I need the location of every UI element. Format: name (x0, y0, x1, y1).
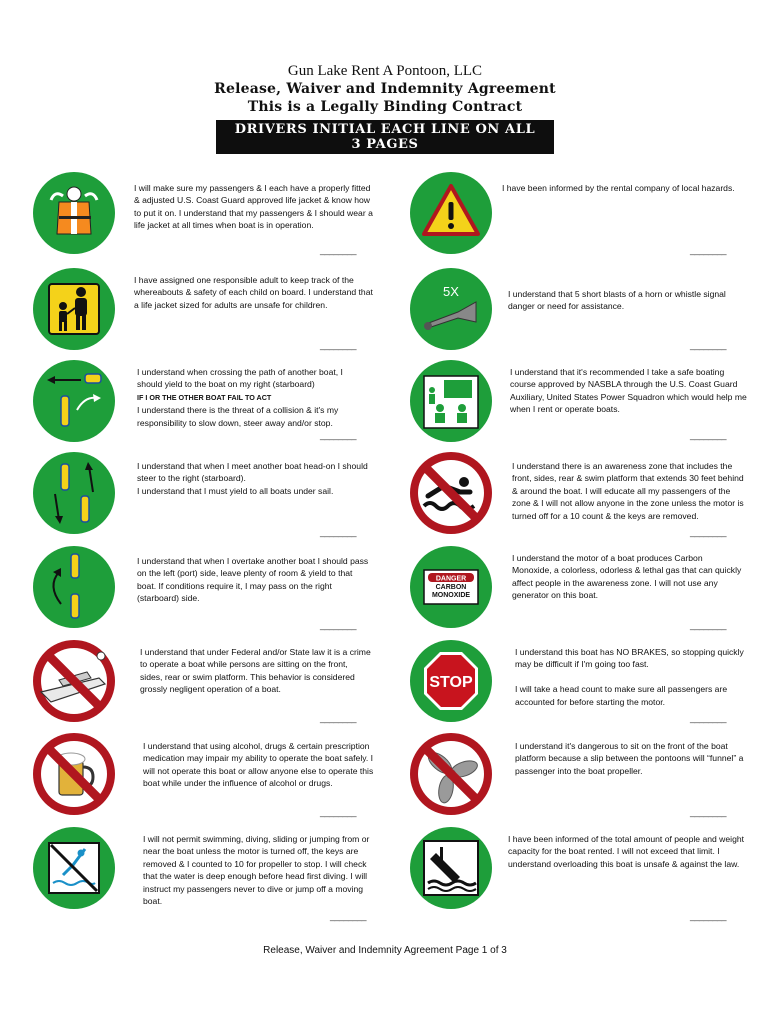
horn-icon (410, 268, 492, 350)
initial-line[interactable]: ________ (320, 527, 357, 537)
document-header (0, 62, 770, 154)
initial-line[interactable]: ________ (330, 911, 367, 921)
initial-line[interactable]: ________ (690, 911, 727, 921)
clause-text: I have assigned one responsible adult to keep track of the whereabouts & safety of each child on board. I understand that a life jacket sized for adults are unsafe for children. (134, 275, 373, 310)
agreement-subtitle: This is a Legally Binding Contract (247, 99, 523, 115)
no-propeller-icon (410, 733, 492, 815)
initial-line[interactable]: ________ (690, 430, 727, 440)
clause-text-more: I understand there is the threat of a collision & it's my responsibility to slow down, steer away and/or stop. (137, 405, 339, 428)
initial-line[interactable]: ________ (690, 340, 727, 350)
initial-line[interactable]: ________ (320, 713, 357, 723)
no-diving-icon (33, 827, 115, 909)
clause-emphasis: IF I OR THE OTHER BOAT FAIL TO ACT (137, 392, 272, 402)
page-footer: Release, Waiver and Indemnity Agreement Page 1 of 3 (263, 945, 507, 956)
clause-text: I understand this boat has NO BRAKES, so stopping quickly may be difficult if I'm going too fast. (515, 647, 744, 670)
clause-text: I understand when crossing the path of another boat, I should yield to the boat on my right (starboard) (137, 367, 343, 390)
head-on-boats-icon (33, 452, 115, 534)
clause-text: I understand that it's recommended I take a safe boating course approved by NASBLA through the U.S. Coast Guard Auxiliary, United States Power Squadron which would help me when I rent or operate boats. (510, 367, 747, 415)
clause-text: I understand that using alcohol, drugs & certain prescription medication may impair my ability to operate the boat safely. I will not operate this boat or allow anyone else to operate this boat while under the influence of alcohol or drugs. (143, 741, 374, 789)
boating-course-icon (410, 360, 492, 442)
no-swimming-icon (410, 452, 492, 534)
life-jacket-icon (33, 172, 115, 254)
clause-text: I will make sure my passengers & I each have a properly fitted & adjusted U.S. Coast Guard approved life jacket & know how to put it on. I understand that my passengers & I should wear a life jacket at all times when boat is in operation. (134, 183, 373, 231)
clause-text: I will not permit swimming, diving, sliding or jumping from or near the boat unless the motor is turned off, the keys are removed & I counted to 10 for propeller to stop. I will check that the water is deep enough before head first diving. I will instruct my passengers never to dive or jump off a moving boat. (143, 834, 370, 907)
stop-sign-icon (410, 640, 492, 722)
overtaking-boat-icon (33, 546, 115, 628)
clause-text: I understand it's dangerous to sit on the front of the boat platform because a slip between the pontoons will “funnel” a passenger into the boat propeller. (515, 741, 744, 776)
clause-text: I understand that when I overtake another boat I should pass on the left (port) side, leave plenty of room & yield to that boat. If conditions require it, I may pass on the right (starboard) side. (137, 556, 369, 604)
initial-line[interactable]: ________ (690, 620, 727, 630)
sign-carbon-monoxide-label: CARBON MONOXIDE (431, 584, 471, 599)
sign-danger-label: DANGER (435, 575, 467, 583)
clause-text: I understand that when I meet another boat head-on I should steer to the right (starboard). (137, 461, 368, 484)
company-name: Gun Lake Rent A Pontoon, LLC (287, 63, 483, 79)
clause-text: I have been informed by the rental company of local hazards. (502, 183, 735, 193)
initial-line[interactable]: ________ (690, 713, 727, 723)
clause-text-2: I will take a head count to make sure all passengers are accounted for before starting the motor. (515, 684, 728, 707)
initial-line[interactable]: ________ (320, 340, 357, 350)
clause-text: I understand that under Federal and/or State law it is a crime to operate a boat while persons are sitting on the front, sides, rear or swim platform. This behavior is considered grossly negligent operation of a boat. (140, 647, 371, 695)
stop-label: STOP (429, 674, 473, 691)
carbon-monoxide-icon (410, 546, 492, 628)
clause-text-2: I understand that I must yield to all boats under sail. (137, 485, 334, 496)
clause-text: I understand the motor of a boat produces Carbon Monoxide, a colorless, odorless & lethal gas that can quickly affect people in the awareness zone. I will not use any generator on this boat. (512, 553, 742, 601)
initial-line[interactable]: ________ (320, 620, 357, 630)
initial-banner: DRIVERS INITIAL EACH LINE ON ALL 3 PAGES (216, 120, 554, 154)
initial-line[interactable]: ________ (690, 527, 727, 537)
initial-line[interactable]: ________ (690, 807, 727, 817)
initial-line[interactable]: ________ (320, 430, 357, 440)
sinking-boat-icon (410, 827, 492, 909)
clause-text: I understand there is an awareness zone that includes the front, sides, rear & swim platform that extends 30 feet behind & around the boat. I will educate all my passengers of the zone & I will not allow anyone in the zone unless the motor is turned off for a 10 count & the keys are removed. (512, 461, 744, 521)
initial-line[interactable]: ________ (320, 807, 357, 817)
clause-text: I understand that 5 short blasts of a horn or whistle signal danger or need for assistance. (508, 289, 726, 312)
crossing-boats-icon (33, 360, 115, 442)
warning-icon (410, 172, 492, 254)
clause-text: I have been informed of the total amount of people and weight capacity for the boat rented. I will not exceed that limit. I understand overloading this boat is unsafe & against the law. (508, 834, 745, 869)
initial-line[interactable]: ________ (320, 245, 357, 255)
no-alcohol-icon (33, 733, 115, 815)
no-riding-platform-icon (33, 640, 115, 722)
adult-child-icon (33, 268, 115, 350)
horn-count-badge: 5X (443, 284, 459, 299)
agreement-title: Release, Waiver and Indemnity Agreement (214, 81, 556, 97)
initial-line[interactable]: ________ (690, 245, 727, 255)
